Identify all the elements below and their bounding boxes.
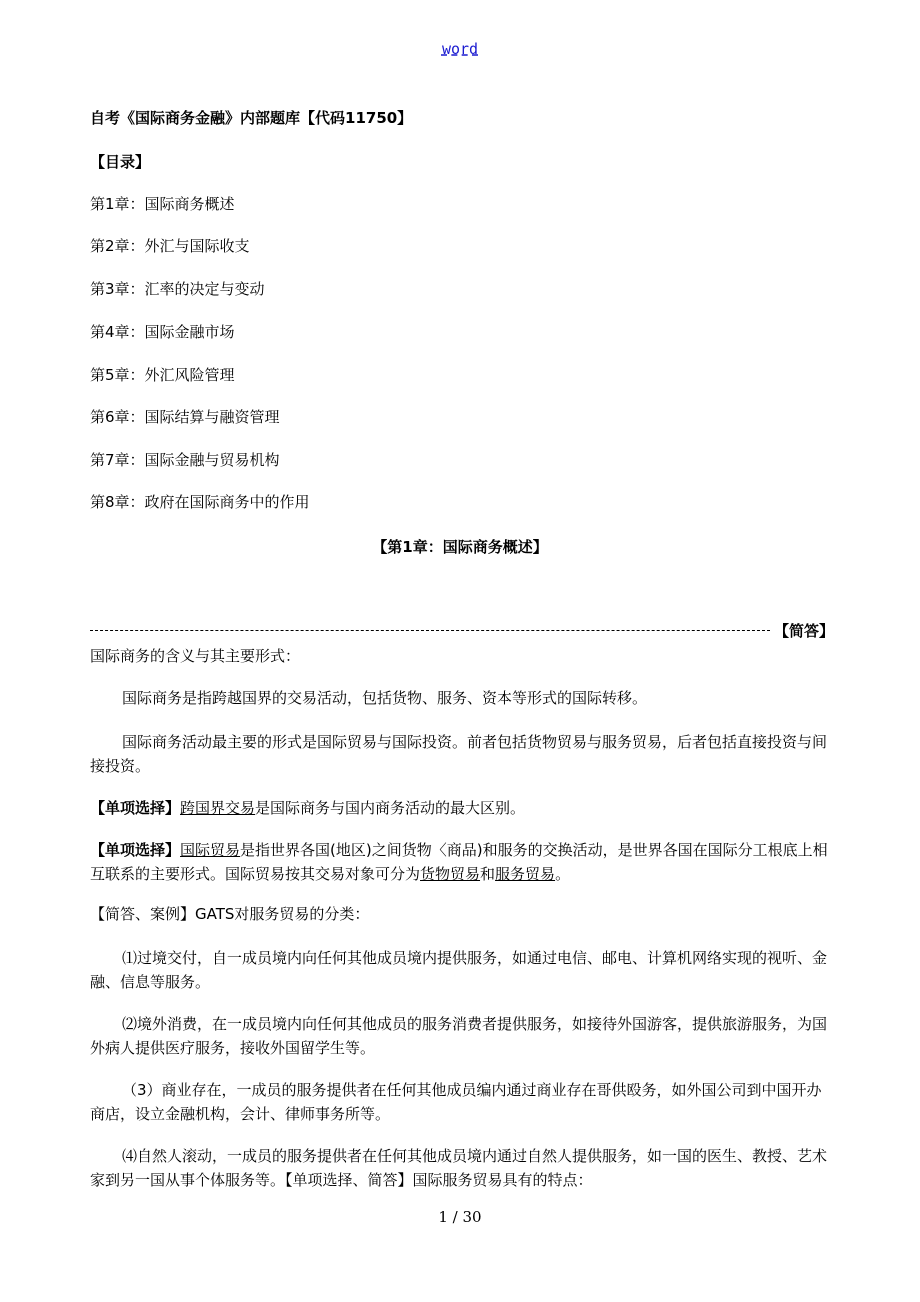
section-separator xyxy=(90,620,834,641)
header-word-link[interactable] xyxy=(0,40,920,58)
key-term: 货物贸易 xyxy=(420,865,481,883)
doc-title: 自考《国际商务金融》内部题库【代码11750】 xyxy=(90,109,413,127)
word-link-text[interactable]: word xyxy=(441,40,479,58)
question-tag: 【单项选择】 xyxy=(90,799,181,817)
paragraph xyxy=(90,796,834,820)
toc-item: 第6章：国际结算与融资管理 xyxy=(90,408,280,426)
key-term: 服务贸易 xyxy=(495,865,556,883)
paragraph: 国际商务是指跨越国界的交易活动，包括货物、服务、资本等形式的国际转移。 xyxy=(122,689,648,707)
list-item: ⑴过境交付，自一成员境内向任何其他成员境内提供服务，如通过电信、邮电、计算机网络实现的视听、金融、信息等服务。 xyxy=(90,949,828,991)
toc-item: 第5章：外汇风险管理 xyxy=(90,366,235,384)
toc-item: 第1章：国际商务概述 xyxy=(90,195,235,213)
toc-item: 第3章：汇率的决定与变动 xyxy=(90,280,265,298)
list-item: ⑷自然人滚动，一成员的服务提供者在任何其他成员境内通过自然人提供服务，如一国的医生、教授、艺术家到另一国从事个体服务等。【单项选择、简答】国际服务贸易具有的特点： xyxy=(90,1147,828,1189)
list-item: ⑵境外消费，在一成员境内向任何其他成员的服务消费者提供服务，如接待外国游客，提供旅游服务，为国外病人提供医疗服务，接收外国留学生等。 xyxy=(90,1015,828,1057)
key-term: 国际贸易 xyxy=(180,841,241,859)
list-item: （3）商业存在，一成员的服务提供者在任何其他成员编内通过商业存在哥供殴务，如外国公司到中国开办商店，设立金融机构，会计、律师事务所等。 xyxy=(90,1081,822,1123)
text-run: 。 xyxy=(555,865,571,883)
toc-heading: 【目录】 xyxy=(90,153,151,171)
question-tag: 【单项选择】 xyxy=(90,841,181,859)
text-run: 是指世界各国(地区)之间货物〈商品)和服务的交换活动，是世界各国在国际分工根底上相互联系的主要形式。国际贸易按其交易对象可分为 xyxy=(90,841,828,883)
paragraph xyxy=(90,838,834,886)
paragraph: 国际商务活动最主要的形式是国际贸易与国际投资。前者包括货物贸易与服务贸易，后者包括直接投资与间接投资。 xyxy=(90,733,828,775)
toc-item: 第7章：国际金融与贸易机构 xyxy=(90,451,280,469)
page-number: 1 / 30 xyxy=(438,1208,482,1226)
key-term: 跨国界交易 xyxy=(180,799,256,817)
text-run: 是国际商务与国内商务活动的最大区别。 xyxy=(255,799,526,817)
question-title: 国际商务的含义与其主要形式： xyxy=(90,647,301,665)
question-title: 【简答、案例】GATS对服务贸易的分类： xyxy=(90,905,370,923)
dashed-rule xyxy=(90,630,770,631)
chapter-heading: 【第1章：国际商务概述】 xyxy=(372,538,548,556)
text-run: 和 xyxy=(480,865,496,883)
toc-item: 第8章：政府在国际商务中的作用 xyxy=(90,493,310,511)
toc-item: 第2章：外汇与国际收支 xyxy=(90,237,250,255)
toc-item: 第4章：国际金融市场 xyxy=(90,323,235,341)
separator-tag: 【简答】 xyxy=(773,622,834,640)
